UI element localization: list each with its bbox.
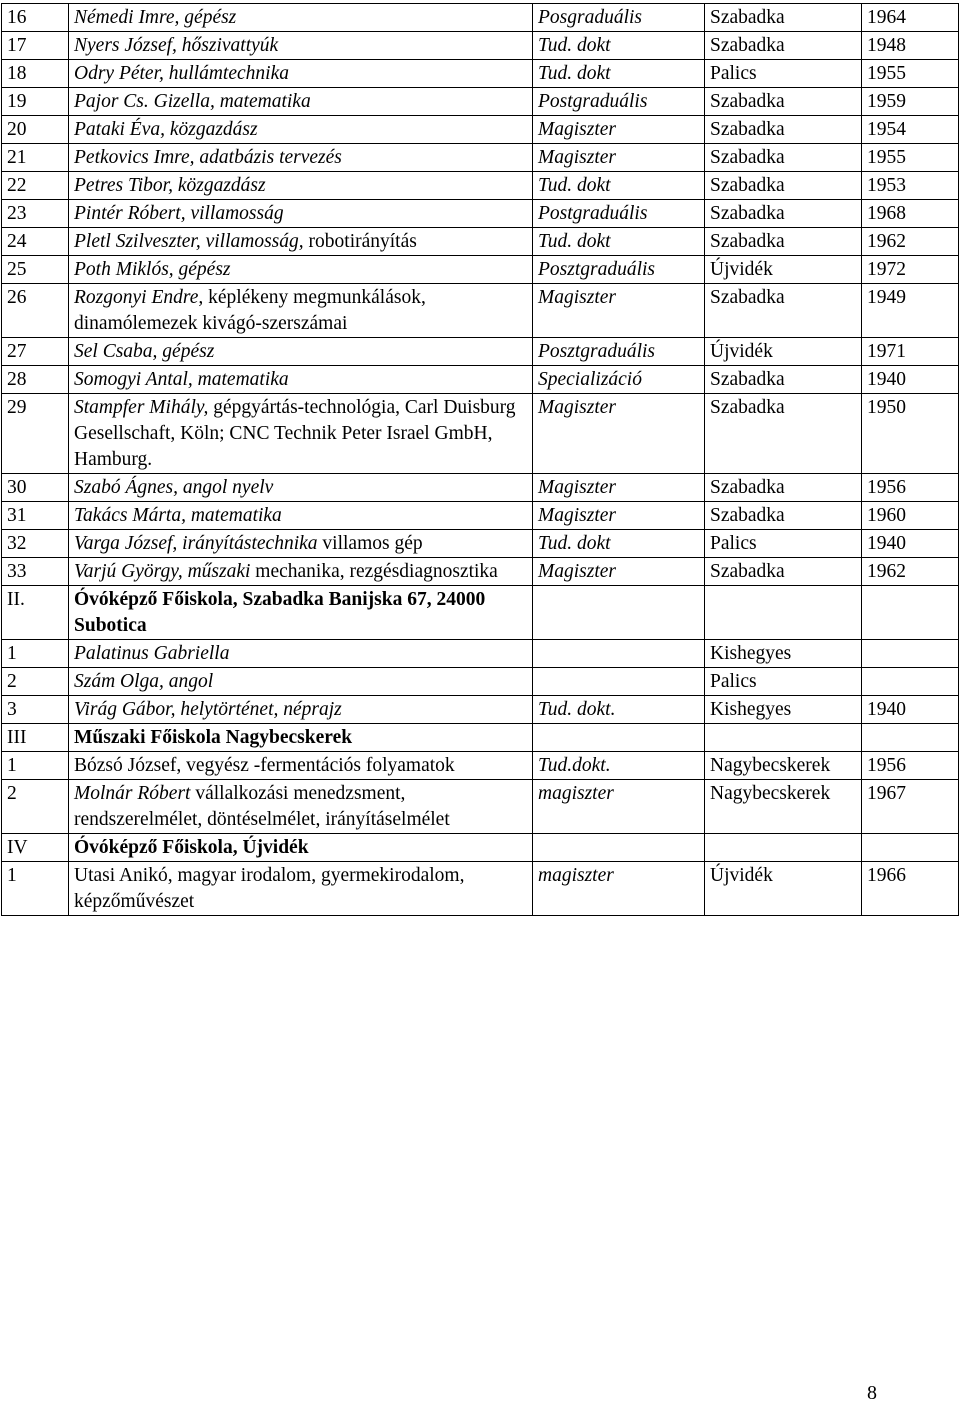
city-cell: Nagybecskerek — [705, 752, 862, 780]
city-cell: Szabadka — [705, 284, 862, 338]
name-text: Takács Márta, matematika — [74, 505, 282, 526]
name-field-cell — [69, 668, 533, 696]
degree-cell: Magiszter — [533, 394, 705, 474]
name-field-cell — [69, 144, 533, 172]
row-number-cell: 24 — [2, 228, 69, 256]
city-cell: Kishegyes — [705, 696, 862, 724]
city-cell: Szabadka — [705, 474, 862, 502]
degree-cell: Magiszter — [533, 116, 705, 144]
table-row — [2, 752, 959, 780]
name-text: Pletl Szilveszter, villamosság, — [74, 231, 309, 252]
name-text: Somogyi Antal, matematika — [74, 369, 289, 390]
row-number-cell: 33 — [2, 558, 69, 586]
name-field-cell — [69, 502, 533, 530]
year-cell: 1966 — [862, 862, 959, 916]
city-cell: Szabadka — [705, 172, 862, 200]
section-header-row — [2, 586, 959, 640]
degree-cell: Magiszter — [533, 284, 705, 338]
table-row — [2, 780, 959, 834]
name-field-cell — [69, 530, 533, 558]
row-number-cell: 25 — [2, 256, 69, 284]
name-field-cell — [69, 172, 533, 200]
name-field-cell — [69, 696, 533, 724]
year-cell: 1972 — [862, 256, 959, 284]
table-row — [2, 228, 959, 256]
year-cell — [862, 640, 959, 668]
table-row — [2, 640, 959, 668]
name-text: Stampfer Mihály, — [74, 397, 214, 418]
name-field-cell — [69, 284, 533, 338]
table-row — [2, 502, 959, 530]
row-number-cell: 1 — [2, 862, 69, 916]
year-cell: 1955 — [862, 144, 959, 172]
name-field-cell — [69, 228, 533, 256]
name-text: Petkovics Imre, adatbázis tervezés — [74, 147, 342, 168]
degree-cell — [533, 724, 705, 752]
institution-name-cell — [69, 724, 533, 752]
city-cell: Szabadka — [705, 366, 862, 394]
name-field-cell — [69, 780, 533, 834]
degree-cell — [533, 640, 705, 668]
name-field-cell — [69, 60, 533, 88]
table-row — [2, 668, 959, 696]
year-cell: 1948 — [862, 32, 959, 60]
year-cell: 1968 — [862, 200, 959, 228]
name-field-cell — [69, 4, 533, 32]
row-number-cell: 19 — [2, 88, 69, 116]
row-number-cell: 1 — [2, 752, 69, 780]
city-cell: Szabadka — [705, 32, 862, 60]
table-row — [2, 88, 959, 116]
institution-name-cell — [69, 586, 533, 640]
row-number-cell: 28 — [2, 366, 69, 394]
year-cell: 1962 — [862, 558, 959, 586]
table-row — [2, 338, 959, 366]
table-row — [2, 32, 959, 60]
name-text: Pajor Cs. Gizella, matematika — [74, 91, 311, 112]
degree-cell: Postgraduális — [533, 200, 705, 228]
row-number-cell: 32 — [2, 530, 69, 558]
city-cell: Újvidék — [705, 256, 862, 284]
city-cell: Szabadka — [705, 144, 862, 172]
name-text: Némedi Imre, gépész — [74, 7, 237, 28]
degree-cell — [533, 834, 705, 862]
row-number-cell: 31 — [2, 502, 69, 530]
year-cell: 1956 — [862, 474, 959, 502]
name-text: Utasi Anikó, magyar irodalom, gyermekirodalom, képzőművészet — [74, 865, 465, 912]
row-number-cell: 18 — [2, 60, 69, 88]
name-field-cell — [69, 474, 533, 502]
degree-cell: magiszter — [533, 780, 705, 834]
name-text: Nyers József, hőszivattyúk — [74, 35, 279, 56]
city-cell: Szabadka — [705, 116, 862, 144]
city-cell: Szabadka — [705, 394, 862, 474]
city-cell: Újvidék — [705, 338, 862, 366]
name-field-cell — [69, 366, 533, 394]
city-cell: Palics — [705, 530, 862, 558]
city-cell — [705, 724, 862, 752]
name-text: Pintér Róbert, villamosság — [74, 203, 284, 224]
table-row — [2, 474, 959, 502]
city-cell: Kishegyes — [705, 640, 862, 668]
degree-cell: Posztgraduális — [533, 256, 705, 284]
name-text: gépgyártás-technológia, Carl Duisburg Gesellschaft, Köln; CNC Technik Peter Israel GmbH, Hamburg. — [74, 397, 516, 470]
section-header-row — [2, 724, 959, 752]
year-cell: 1967 — [862, 780, 959, 834]
year-cell — [862, 668, 959, 696]
name-text: Rozgonyi Endre, — [74, 287, 209, 308]
row-number-cell: 21 — [2, 144, 69, 172]
table-row — [2, 284, 959, 338]
table-row — [2, 144, 959, 172]
degree-cell: Magiszter — [533, 502, 705, 530]
city-cell: Szabadka — [705, 558, 862, 586]
name-text: villamos gép — [322, 533, 423, 554]
table-row — [2, 116, 959, 144]
name-field-cell — [69, 116, 533, 144]
institution-name-cell — [69, 834, 533, 862]
row-number-cell: 23 — [2, 200, 69, 228]
year-cell: 1971 — [862, 338, 959, 366]
name-text: Óvóképző Főiskola, Szabadka Banijska 67, 24000 Subotica — [74, 589, 486, 636]
row-number-cell: IV — [2, 834, 69, 862]
name-field-cell — [69, 256, 533, 284]
city-cell: Szabadka — [705, 502, 862, 530]
year-cell: 1964 — [862, 4, 959, 32]
name-field-cell — [69, 88, 533, 116]
degree-cell — [533, 586, 705, 640]
table-row — [2, 172, 959, 200]
name-field-cell — [69, 558, 533, 586]
degree-cell: Tud. dokt — [533, 172, 705, 200]
degree-cell: Posgraduális — [533, 4, 705, 32]
section-header-row — [2, 834, 959, 862]
row-number-cell: 1 — [2, 640, 69, 668]
name-text: Petres Tibor, közgazdász — [74, 175, 266, 196]
page-number: 8 — [867, 1382, 877, 1404]
table-body — [2, 4, 959, 916]
row-number-cell: 16 — [2, 4, 69, 32]
year-cell: 1953 — [862, 172, 959, 200]
city-cell: Nagybecskerek — [705, 780, 862, 834]
year-cell: 1954 — [862, 116, 959, 144]
degree-cell: Magiszter — [533, 558, 705, 586]
table-row — [2, 60, 959, 88]
name-text: Bózsó József, vegyész -fermentációs folyamatok — [74, 755, 455, 776]
name-text: robotirányítás — [308, 231, 417, 252]
table-row — [2, 4, 959, 32]
name-text: Palatinus Gabriella — [74, 643, 230, 664]
name-text: Odry Péter, hullámtechnika — [74, 63, 289, 84]
row-number-cell: 2 — [2, 668, 69, 696]
year-cell: 1940 — [862, 366, 959, 394]
table-row — [2, 530, 959, 558]
name-field-cell — [69, 752, 533, 780]
year-cell: 1950 — [862, 394, 959, 474]
row-number-cell: 2 — [2, 780, 69, 834]
name-text: képlékeny megmunkálások, dinamólemezek kivágó-szerszámai — [74, 287, 426, 334]
city-cell: Szabadka — [705, 200, 862, 228]
name-text: Molnár Róbert — [74, 783, 196, 804]
table-row — [2, 394, 959, 474]
name-text: Varjú György, műszaki — [74, 561, 256, 582]
city-cell: Szabadka — [705, 228, 862, 256]
year-cell: 1940 — [862, 530, 959, 558]
degree-cell: Tud. dokt. — [533, 696, 705, 724]
row-number-cell: 3 — [2, 696, 69, 724]
degree-cell: Tud.dokt. — [533, 752, 705, 780]
personnel-table — [1, 3, 959, 916]
degree-cell: Tud. dokt — [533, 228, 705, 256]
name-text: Műszaki Főiskola Nagybecskerek — [74, 727, 353, 748]
name-field-cell — [69, 394, 533, 474]
name-text: Varga József, irányítástechnika — [74, 533, 323, 554]
table-row — [2, 696, 959, 724]
degree-cell: Magiszter — [533, 474, 705, 502]
row-number-cell: 17 — [2, 32, 69, 60]
degree-cell: Tud. dokt — [533, 530, 705, 558]
row-number-cell: 26 — [2, 284, 69, 338]
year-cell — [862, 834, 959, 862]
year-cell — [862, 724, 959, 752]
row-number-cell: 30 — [2, 474, 69, 502]
row-number-cell: 20 — [2, 116, 69, 144]
degree-cell: magiszter — [533, 862, 705, 916]
name-text: Poth Miklós, gépész — [74, 259, 231, 280]
name-field-cell — [69, 640, 533, 668]
degree-cell — [533, 668, 705, 696]
row-number-cell: 27 — [2, 338, 69, 366]
degree-cell: Posztgraduális — [533, 338, 705, 366]
name-text: mechanika, rezgésdiagnosztika — [255, 561, 498, 582]
city-cell: Palics — [705, 668, 862, 696]
name-text: Pataki Éva, közgazdász — [74, 119, 258, 140]
name-text: Szabó Ágnes, angol nyelv — [74, 477, 274, 498]
name-field-cell — [69, 200, 533, 228]
name-text: vállalkozási menedzsment, rendszerelmélet, döntéselmélet, irányításelmélet — [74, 783, 450, 830]
degree-cell: Specializáció — [533, 366, 705, 394]
city-cell — [705, 586, 862, 640]
year-cell: 1962 — [862, 228, 959, 256]
table-row — [2, 862, 959, 916]
table-row — [2, 200, 959, 228]
table-row — [2, 256, 959, 284]
name-field-cell — [69, 32, 533, 60]
name-field-cell — [69, 338, 533, 366]
year-cell: 1959 — [862, 88, 959, 116]
year-cell — [862, 586, 959, 640]
degree-cell: Tud. dokt — [533, 60, 705, 88]
year-cell: 1960 — [862, 502, 959, 530]
name-text: Óvóképző Főiskola, Újvidék — [74, 837, 309, 858]
row-number-cell: 22 — [2, 172, 69, 200]
city-cell: Szabadka — [705, 88, 862, 116]
row-number-cell: 29 — [2, 394, 69, 474]
year-cell: 1949 — [862, 284, 959, 338]
degree-cell: Tud. dokt — [533, 32, 705, 60]
city-cell — [705, 834, 862, 862]
row-number-cell: III — [2, 724, 69, 752]
name-text: Virág Gábor, helytörténet, néprajz — [74, 699, 342, 720]
year-cell: 1940 — [862, 696, 959, 724]
row-number-cell: II. — [2, 586, 69, 640]
degree-cell: Postgraduális — [533, 88, 705, 116]
table-row — [2, 366, 959, 394]
table-row — [2, 558, 959, 586]
name-text: Sel Csaba, gépész — [74, 341, 215, 362]
name-field-cell — [69, 862, 533, 916]
year-cell: 1955 — [862, 60, 959, 88]
city-cell: Szabadka — [705, 4, 862, 32]
year-cell: 1956 — [862, 752, 959, 780]
city-cell: Palics — [705, 60, 862, 88]
name-text: Szám Olga, angol — [74, 671, 214, 692]
degree-cell: Magiszter — [533, 144, 705, 172]
city-cell: Újvidék — [705, 862, 862, 916]
